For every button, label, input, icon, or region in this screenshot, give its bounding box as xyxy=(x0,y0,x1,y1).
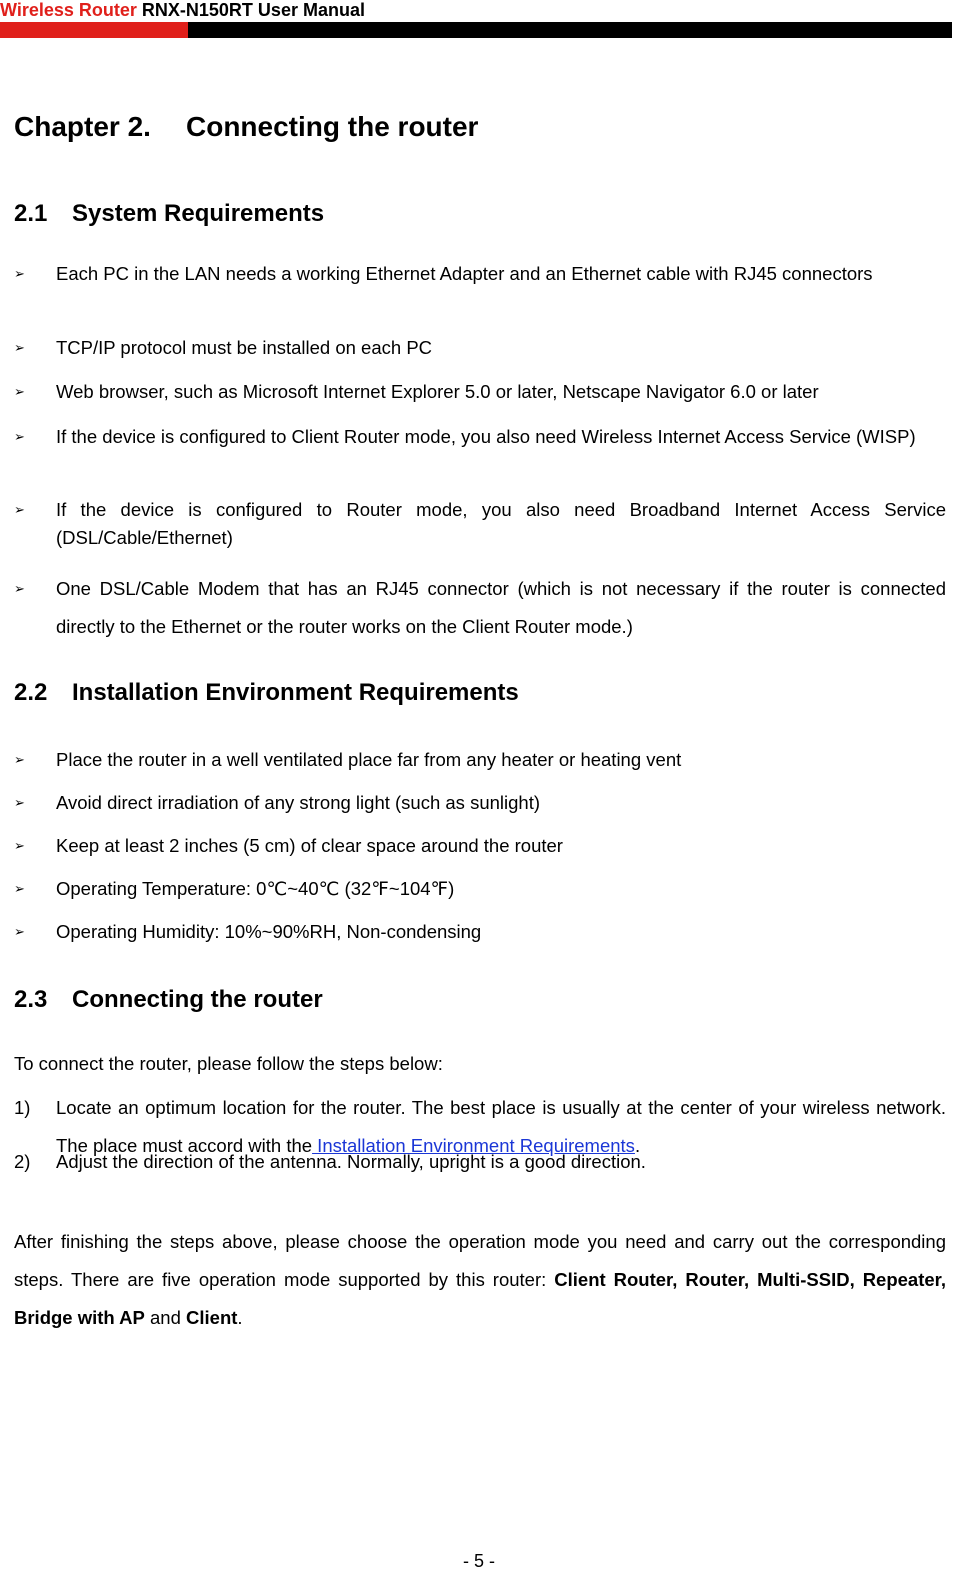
bullet-arrow-icon: ➢ xyxy=(14,502,25,517)
section-number: 2.3 xyxy=(14,986,48,1013)
header-bar xyxy=(0,22,952,38)
list-item xyxy=(14,423,946,451)
client-mode: Client xyxy=(186,1307,238,1328)
list-item xyxy=(14,875,946,903)
list-item-text: Web browser, such as Microsoft Internet Explorer 5.0 or later, Netscape Navigator 6.0 or later xyxy=(56,381,819,402)
step-text-before: Locate an optimum location for the router. The best place is usually at the center of your wireless network. The place must accord with the xyxy=(56,1097,946,1156)
header-bar-black-segment xyxy=(188,22,952,38)
list-item-text: Place the router in a well ventilated place far from any heater or heating vent xyxy=(56,749,682,770)
section-title: Connecting the router xyxy=(72,986,323,1013)
list-item xyxy=(14,334,946,362)
closing-text-1: After finishing the steps above, please choose the operation mode you need and carry out the corresponding steps. There are five operation mode supported by this router: xyxy=(14,1231,946,1290)
bullet-arrow-icon: ➢ xyxy=(14,340,25,355)
closing-text-2: and xyxy=(144,1307,187,1328)
list-item xyxy=(14,746,946,774)
list-item-text: TCP/IP protocol must be installed on each PC xyxy=(56,337,433,358)
list-item xyxy=(14,260,946,288)
chapter-title xyxy=(14,110,478,144)
list-item-text: Keep at least 2 inches (5 cm) of clear space around the router xyxy=(56,835,563,856)
bullet-arrow-icon: ➢ xyxy=(14,795,25,810)
chapter-name: Connecting the router xyxy=(186,111,479,142)
list-item xyxy=(14,378,946,406)
section-number: 2.2 xyxy=(14,679,48,706)
section-intro: To connect the router, please follow the steps below: xyxy=(14,1053,443,1074)
step-text: Adjust the direction of the antenna. Normally, upright is a good direction. xyxy=(56,1151,646,1172)
list-item-text: Operating Temperature: 0℃~40℃ (32℉~104℉) xyxy=(56,878,455,899)
list-item-text: Each PC in the LAN needs a working Ethernet Adapter and an Ethernet cable with RJ45 connectors xyxy=(56,263,873,284)
step-text-after: . xyxy=(634,1135,641,1156)
header-title xyxy=(0,0,365,20)
list-item xyxy=(14,832,946,860)
bullet-arrow-icon: ➢ xyxy=(14,429,25,444)
list-item xyxy=(14,496,946,552)
list-item xyxy=(14,570,946,646)
bullet-arrow-icon: ➢ xyxy=(14,752,25,767)
section-number: 2.1 xyxy=(14,200,48,227)
list-item-text: One DSL/Cable Modem that has an RJ45 connector (which is not necessary if the router is connected directly to the Ethernet or the router works on the Client Router mode.) xyxy=(56,578,946,637)
section-title: System Requirements xyxy=(72,200,325,227)
header-model: RNX-N150RT User Manual xyxy=(141,0,365,20)
list-item-text: Operating Humidity: 10%~90%RH, Non-condensing xyxy=(56,921,482,942)
list-item xyxy=(14,918,946,946)
list-item-text: If the device is configured to Router mode, you also need Broadband Internet Access Service (DSL/Cable/Ethernet) xyxy=(56,499,946,548)
bullet-arrow-icon: ➢ xyxy=(14,838,25,853)
closing-paragraph xyxy=(14,1223,946,1337)
numbered-step xyxy=(14,1143,946,1181)
bullet-arrow-icon: ➢ xyxy=(14,924,25,939)
bullet-arrow-icon: ➢ xyxy=(14,266,25,281)
chapter-number: Chapter 2. xyxy=(14,111,151,142)
bullet-arrow-icon: ➢ xyxy=(14,384,25,399)
header-brand: Wireless Router xyxy=(0,0,137,20)
operation-modes-list: Client Router, Router, Multi-SSID, Repeater, Bridge with AP xyxy=(14,1269,946,1328)
closing-text-3: . xyxy=(237,1307,243,1328)
step-number: 2) xyxy=(14,1151,31,1172)
section-heading-system-requirements xyxy=(14,199,324,229)
bullet-arrow-icon: ➢ xyxy=(14,881,25,896)
section-title: Installation Environment Requirements xyxy=(72,679,519,706)
bullet-arrow-icon: ➢ xyxy=(14,581,25,596)
page-number: - 5 - xyxy=(462,1551,495,1571)
list-item xyxy=(14,789,946,817)
step-number: 1) xyxy=(14,1097,31,1118)
header-bar-red-segment xyxy=(0,22,188,38)
section-heading-connecting-router xyxy=(14,985,323,1015)
section-heading-installation-environment xyxy=(14,678,519,708)
list-item-text: If the device is configured to Client Router mode, you also need Wireless Internet Access Service (WISP) xyxy=(56,426,916,447)
list-item-text: Avoid direct irradiation of any strong light (such as sunlight) xyxy=(56,792,540,813)
installation-environment-link[interactable]: Installation Environment Requirements xyxy=(312,1135,635,1156)
